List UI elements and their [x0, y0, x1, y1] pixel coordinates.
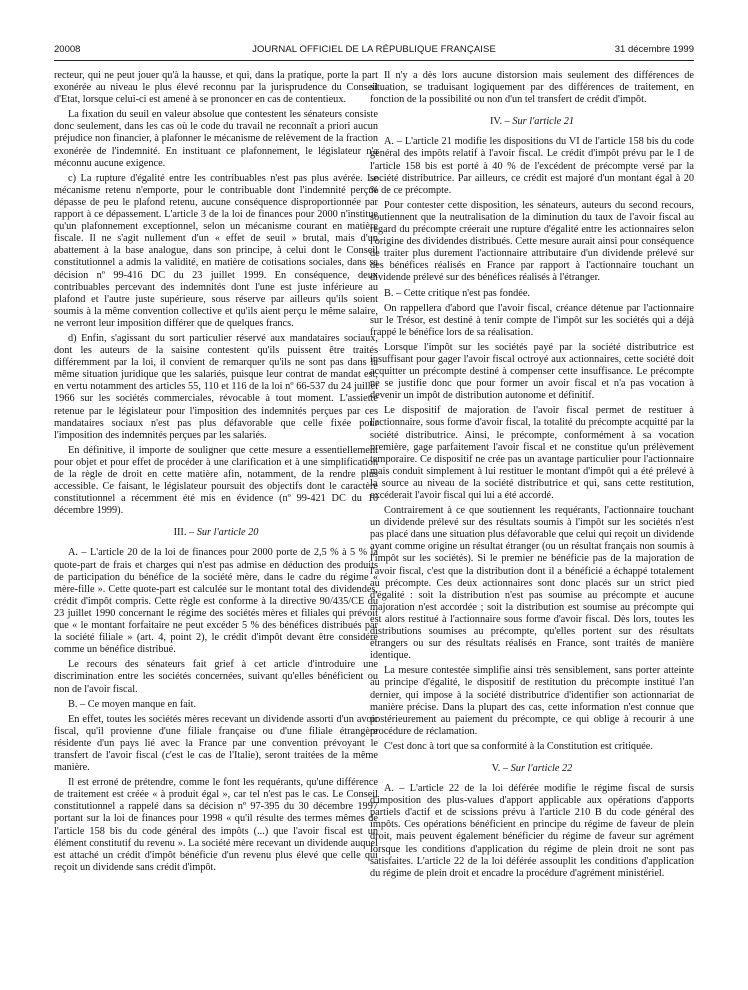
section-number: V. – [491, 762, 509, 774]
paragraph: Le recours des sénateurs fait grief à cet article d'introduire une discrimination entre les sociétés concernées, suivant qu'elles bénéficient ou non de l'avoir fiscal. [54, 659, 378, 695]
paragraph: recteur, qui ne peut jouer qu'à la hausse, et qui, dans la pratique, porte la part exonérée au niveau le plus élevé reconnu par la jurisprudence du Conseil d'Etat, lorsque celui-ci est amené à se prononcer en cas de contentieux. [54, 70, 378, 106]
paragraph: Pour contester cette disposition, les sénateurs, auteurs du second recours, soutiennent que la neutralisation de la diminution du taux de l'avoir fiscal au regard du précompte créerait une rupture d'égalité entre les actionnaires selon l'origine des dividendes distribués. Cette mesure aurait ainsi pour conséquence de traiter plus durement l'actionnaire attributaire d'un dividende prélevé sur des bénéfices réalisés en France par rapport à l'actionnaire touchant un dividende prélevé sur des bénéfices réalisés à l'étranger. [370, 199, 694, 284]
paragraph: On rappellera d'abord que l'avoir fiscal, créance détenue par l'actionnaire sur le Trésor, est destiné à tenir compte de l'impôt sur les sociétés qui a déjà frappé le bénéfice lors de sa réalisation. [370, 302, 694, 338]
paragraph: Contrairement à ce que soutiennent les requérants, l'actionnaire touchant un dividende prélevé sur des résultats soumis à l'impôt sur les sociétés n'est pas placé dans une situation plus défavorable que celui qui reçoit un dividende ayant comme origine un résultat étranger (ou un résultat français non soumis à l'impôt sur les sociétés). Si le premier ne bénéficie pas de la majoration de l'avoir fiscal, c'est que la distribution dont il a bénéficié a échappé totalement au précompte. Ces deux actionnaires sont donc placés sur un strict pied d'égalité : soit la distribution n'est pas soumise au précompte et aucune majoration n'est accordée ; soit la distribution est soumise au précompte qui est alors restitué à l'actionnaire sous forme d'avoir fiscal. Dès lors, toutes les distributions soumises au précompte, qu'elles portent sur des résultats étrangers ou sur des résultats réalisés en France, sont traités de manière identique. [370, 505, 694, 662]
section-number: IV. – [489, 116, 510, 128]
paragraph: Il n'y a dès lors aucune distorsion mais seulement des différences de situation, se traduisant logiquement par des différences de traitement, en fonction de la possibilité ou non d'un tel transfert de crédit d'impôt. [370, 70, 694, 106]
paragraph: B. – Ce moyen manque en fait. [68, 698, 197, 710]
paragraph: B. – Cette critique n'est pas fondée. [384, 287, 530, 299]
section-heading [370, 116, 694, 128]
paragraph: La mesure contestée simplifie ainsi très sensiblement, sans porter atteinte au principe d'égalité, le dispositif de restitution du précompte institué l'an dernier, qui impose à la société distributrice d'identifier son actionnariat de manière précise. Dans la plupart des cas, cette information n'est connue que postérieurement au paiement du précompte, ce qui oblige à recourir à une procédure de réclamation. [370, 665, 694, 737]
paragraph: C'est donc à tort que sa conformité à la Constitution est critiquée. [384, 740, 653, 752]
page-header [54, 44, 694, 58]
paragraph: Il est erroné de prétendre, comme le font les requérants, qu'une différence de traitement est créée « à produit égal », car tel n'est pas le cas. Le Conseil constitutionnel a rappelé dans sa décision nº 97-395 du 30 décembre 1997 portant sur la loi de finances pour 1998 « qu'il résulte des termes mêmes de l'article 158 bis du code général des impôts (...) que l'avoir fiscal est un élément constitutif du revenu ». La société mère recevant un dividende auquel est attaché un crédit d'impôt bénéficie d'un revenu plus élevé que celle qui reçoit un dividende sans crédit d'impôt. [54, 777, 378, 873]
right-column [370, 70, 694, 883]
paragraph: A. – L'article 20 de la loi de finances pour 2000 porte de 2,5 % à 5 % la quote-part de frais et charges qui n'est pas admise en déduction des produits de participation du bénéfice de la société mère, dans le cadre du régime « mère-fille ». Cette quote-part est calculée sur le montant total des dividendes, crédit d'impôt compris. Cette règle est conforme à la directive 90/435/CE du 23 juillet 1990 concernant le régime des sociétés mères et filiales qui prévoit que « le montant forfaitaire ne peut excéder 5 % des bénéfices distribués par la société filiale » (art. 4, point 2), le crédit d'impôt devant être considéré comme un bénéfice distribué. [54, 547, 378, 656]
paragraph: Lorsque l'impôt sur les sociétés payé par la société distributrice est insuffisant pour gager l'avoir fiscal octroyé aux actionnaires, cette société doit acquitter un précompte destiné à compenser cette insuffisance. Le précompte ne se justifie donc que pour former un avoir fiscal et n'a pas vocation à devenir un impôt de distribution autonome et définitif. [370, 341, 694, 402]
section-heading [54, 527, 378, 539]
section-number: III. – [173, 527, 195, 539]
paragraph: c) La rupture d'égalité entre les contribuables n'est pas plus avérée. Le mécanisme retenu n'emporte, pour le contribuable dont l'indemnité perçue dépasse de peu le plafond retenu, aucune conséquence disproportionnée par rapport à ce dépassement. L'article 3 de la loi de finances pour 2000 n'institue qu'un plafonnement exceptionnel, selon un mécanisme courant en matière fiscale. Il ne s'agit nullement d'un « effet de seuil » brutal, mais d'un abattement à la base analogue, dans son principe, à celui dont le Conseil constitutionnel a admis la validité, en matière de cotisations sociales, dans sa décision nº 99-416 DC du 23 juillet 1999. En conséquence, deux contribuables percevant des indemnités dont l'une est juste inférieure au plafond et l'autre juste supérieure, sous réserve par ailleurs qu'ils soient soumis à la même convention collective et qu'ils aient perçu le même salaire, ne verront leur imposition différer que de quelques francs. [54, 172, 378, 329]
paragraph: En effet, toutes les sociétés mères recevant un dividende assorti d'un avoir fiscal, qu'il provienne d'une filiale française ou d'une filiale étrangère résidente d'un pays lié avec la France par une convention prévoyant le transfert de l'avoir fiscal (c'est le cas de l'Italie), seront traitées de la même manière. [54, 713, 378, 774]
issue-date: 31 décembre 1999 [614, 44, 694, 55]
paragraph: d) Enfin, s'agissant du sort particulier réservé aux mandataires sociaux, dont les auteurs de la saisine contestent qu'ils puissent être traités différemment par la loi, il convient de remarquer qu'ils ne sont pas dans la même situation juridique que les salariés, puisque leur contrat de mandat est, en vertu notamment des articles 55, 110 et 116 de la loi nº 66-537 du 24 juillet 1966 sur les sociétés commerciales, révocable à tout moment. L'assiette retenue par le législateur pour l'imposition des indemnités perçues par ces mandataires sociaux n'est pas plus défavorable que celle fixée pour l'imposition des indemnités perçues par les salariés. [54, 332, 378, 441]
section-title: Sur l'article 21 [512, 116, 575, 128]
section-title: Sur l'article 22 [510, 762, 573, 774]
section-title: Sur l'article 20 [196, 527, 259, 539]
journal-title: JOURNAL OFFICIEL DE LA RÉPUBLIQUE FRANÇAISE [252, 44, 496, 55]
paragraph: La fixation du seuil en valeur absolue que contestent les sénateurs consiste donc seulement, dans les cas où le code du travail ne reconnaît a priori aucun préjudice non financier, à plafonner le mécanisme de relèvement de la fraction exonérée de l'indemnité. En instituant ce plafonnement, le législateur n'a méconnu aucune exigence. [54, 109, 378, 169]
paragraph: A. – L'article 22 de la loi déférée modifie le régime fiscal de sursis d'imposition des plus-values d'apport applicable aux opérations d'apports partiels d'actif et de scissions prévu à l'article 210 B du code général des impôts. Ces opérations bénéficient en principe du régime de faveur de plein droit, mais peuvent également bénéficier du régime de faveur sur agrément lorsque les conditions d'application du régime de plein droit ne sont pas satisfaites. L'article 22 de la loi déférée assouplit les conditions d'application du régime de plein droit et encadre la procédure d'agrément ministériel. [370, 783, 694, 879]
header-rule [54, 60, 694, 61]
paragraph: A. – L'article 21 modifie les dispositions du VI de l'article 158 bis du code général des impôts relatif à l'avoir fiscal. Le crédit d'impôt prévu par le I de l'article 158 bis est porté à 40 % de l'excédent de précompte versé par la société distributrice. Par ailleurs, ce crédit est majoré d'un montant égal à 20 % de ce précompte. [370, 136, 694, 196]
left-column [54, 70, 378, 877]
section-heading [370, 763, 694, 775]
page-number: 20008 [54, 44, 81, 55]
paragraph: En définitive, il importe de souligner que cette mesure a essentiellement pour objet et pour effet de procéder à une clarification et à une simplification de la règle de droit en cette matière afin, notamment, de la rendre plus accessible. Ce faisant, le législateur poursuit des objectifs dont le caractère constitutionnel a récemment été mis en évidence (nº 99-421 DC du 16 décembre 1999). [54, 444, 378, 517]
paragraph: Le dispositif de majoration de l'avoir fiscal permet de restituer à l'actionnaire, sous forme d'avoir fiscal, la totalité du précompte acquitté par la société distributrice. Ainsi, le précompte, conformément à sa vocation première, gage parfaitement l'avoir fiscal et ne constitue qu'un prélèvement temporaire. Ce dispositif ne crée pas un avantage particulier pour l'actionnaire mais conduit simplement à lui restituer le montant d'impôt qui a été prélevé à la source au niveau de la société distributrice et qui, sans cette restitution, excéderait l'avoir fiscal qui lui a été accordé. [370, 405, 694, 501]
